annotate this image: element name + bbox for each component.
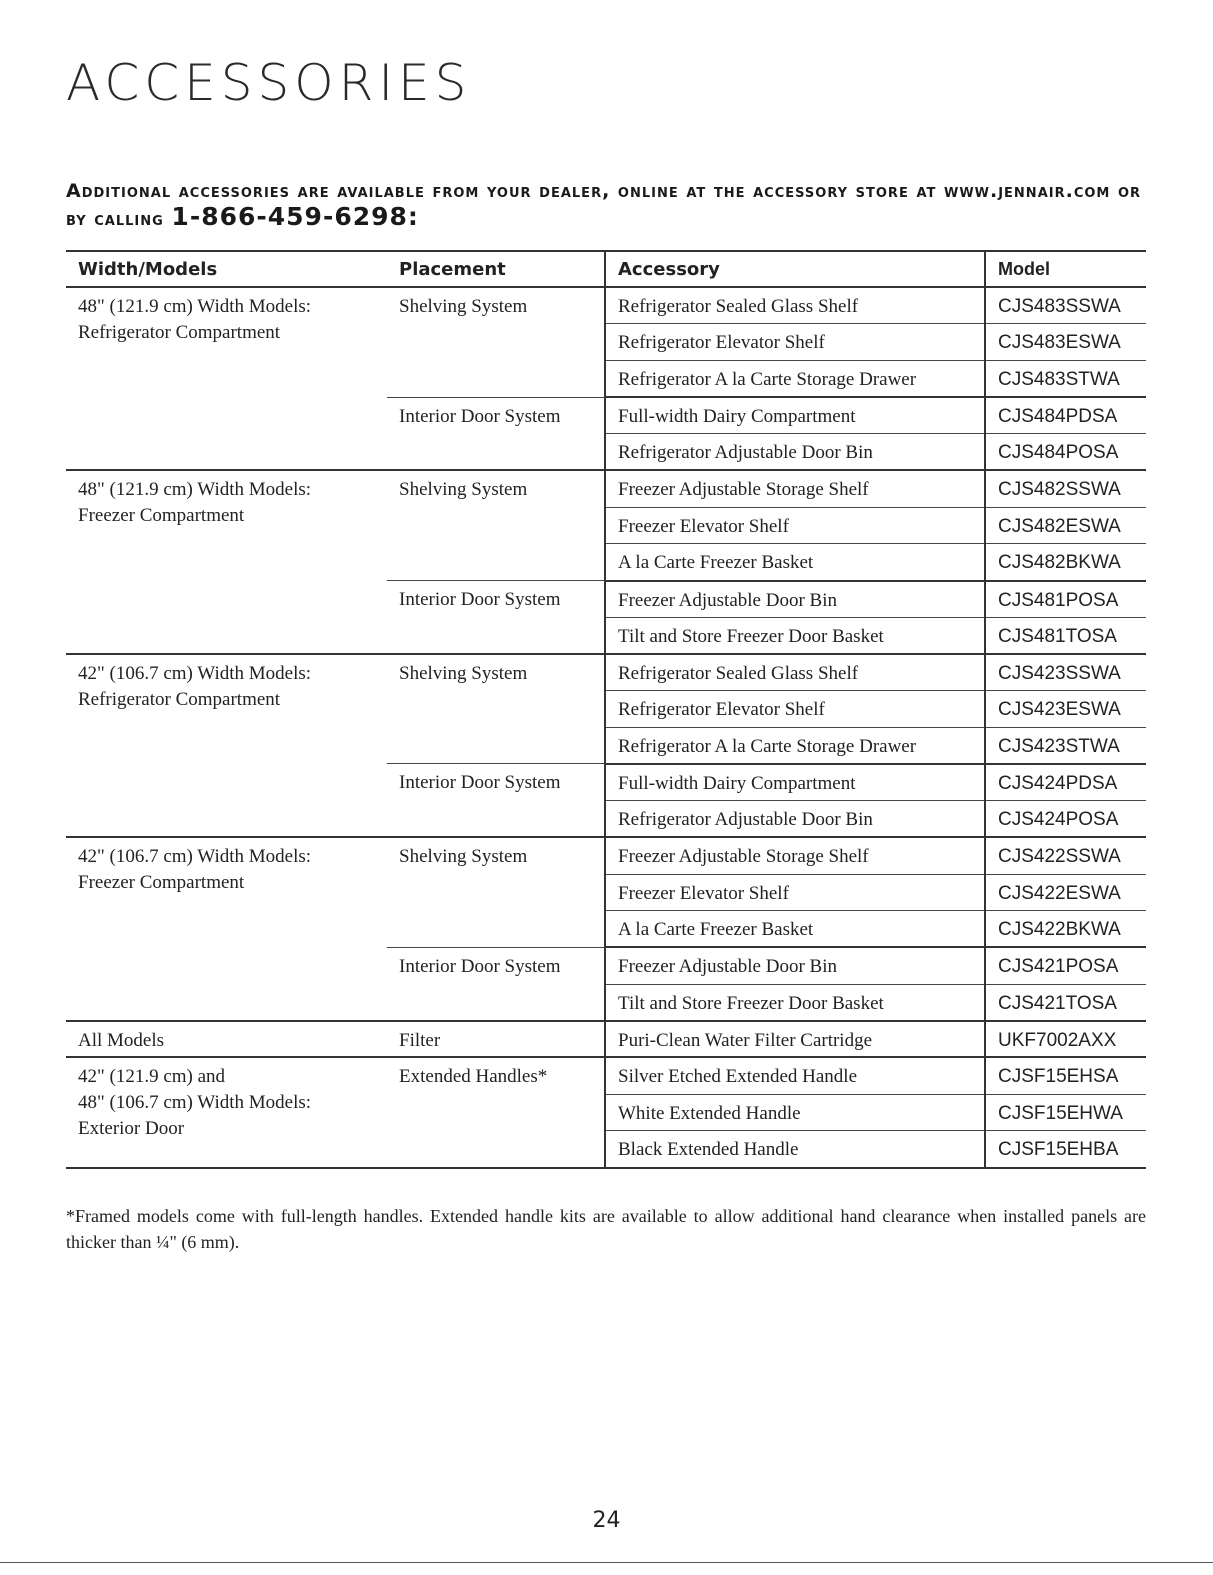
placement-cell: Shelving System — [387, 837, 605, 947]
model-cell: CJSF15EHBA — [985, 1131, 1146, 1168]
width-models-cell — [66, 654, 387, 837]
accessory-cell: Freezer Adjustable Storage Shelf — [605, 470, 985, 507]
accessory-cell: Refrigerator A la Carte Storage Drawer — [605, 360, 985, 397]
model-cell: CJS482BKWA — [985, 544, 1146, 581]
footnote: *Framed models come with full-length handles. Extended handle kits are available to allow additional hand clearance when installed panels are thicker than ¼" (6 mm). — [66, 1206, 1146, 1252]
model-cell: CJS424PDSA — [985, 764, 1146, 801]
model-cell: CJS481POSA — [985, 581, 1146, 618]
width-models-line: 42" (106.7 cm) Width Models: — [78, 662, 312, 684]
table-row — [66, 287, 1146, 324]
model-cell: CJS423STWA — [985, 727, 1146, 764]
width-models-line: 48" (106.7 cm) Width Models: — [78, 1092, 312, 1114]
table-body — [66, 287, 1146, 1168]
model-cell: CJS483ESWA — [985, 324, 1146, 361]
table-row — [66, 837, 1146, 874]
width-models-cell — [66, 287, 387, 470]
model-cell: CJS422BKWA — [985, 911, 1146, 948]
accessory-cell: Full-width Dairy Compartment — [605, 397, 985, 434]
model-cell: CJS483STWA — [985, 360, 1146, 397]
placement-cell: Shelving System — [387, 287, 605, 397]
placement-cell: Interior Door System — [387, 764, 605, 837]
model-cell: CJSF15EHWA — [985, 1094, 1146, 1131]
accessory-cell: A la Carte Freezer Basket — [605, 544, 985, 581]
placement-cell: Shelving System — [387, 470, 605, 580]
width-models-cell — [66, 470, 387, 653]
width-models-line: Refrigerator Compartment — [78, 322, 281, 343]
width-models-line: Freezer Compartment — [78, 505, 245, 527]
page-number: 24 — [592, 1508, 621, 1533]
table-row — [66, 1057, 1146, 1094]
model-cell: CJS421TOSA — [985, 984, 1146, 1021]
width-models-line: 42" (106.7 cm) Width Models: — [78, 846, 312, 868]
accessory-cell: Freezer Elevator Shelf — [605, 507, 985, 544]
table-row — [66, 1021, 1146, 1058]
placement-cell: Extended Handles* — [387, 1057, 605, 1167]
width-models-cell — [66, 1057, 387, 1167]
accessory-cell: Refrigerator Adjustable Door Bin — [605, 434, 985, 471]
model-cell: UKF7002AXX — [985, 1021, 1146, 1058]
width-models-line: 48" (121.9 cm) Width Models: — [78, 479, 312, 501]
accessory-cell: Refrigerator Elevator Shelf — [605, 324, 985, 361]
accessory-cell: Tilt and Store Freezer Door Basket — [605, 984, 985, 1021]
model-cell: CJS481TOSA — [985, 617, 1146, 654]
model-cell: CJS423SSWA — [985, 654, 1146, 691]
model-cell: CJS482SSWA — [985, 470, 1146, 507]
accessory-cell: Silver Etched Extended Handle — [605, 1057, 985, 1094]
placement-cell: Shelving System — [387, 654, 605, 764]
width-models-line: All Models — [78, 1029, 165, 1051]
intro-text: Additional accessories are available from your dealer, online at the accessory store at www.jennair.com or by calling — [66, 180, 1142, 230]
accessory-cell: Freezer Adjustable Door Bin — [605, 947, 985, 984]
accessory-cell: Freezer Adjustable Storage Shelf — [605, 837, 985, 874]
page-title: ACCESSORIES — [66, 54, 472, 112]
placement-cell: Interior Door System — [387, 947, 605, 1020]
model-cell: CJS482ESWA — [985, 507, 1146, 544]
placement-cell: Interior Door System — [387, 397, 605, 470]
table-header-row — [66, 251, 1146, 287]
model-cell: CJS484POSA — [985, 434, 1146, 471]
model-cell: CJS484PDSA — [985, 397, 1146, 434]
table-row — [66, 654, 1146, 691]
accessory-cell: Full-width Dairy Compartment — [605, 764, 985, 801]
accessory-cell: Puri-Clean Water Filter Cartridge — [605, 1021, 985, 1058]
header-accessory: Accessory — [605, 251, 985, 287]
intro-paragraph — [66, 178, 1146, 232]
header-placement: Placement — [387, 251, 605, 287]
model-cell: CJS423ESWA — [985, 691, 1146, 728]
header-model: Model — [985, 251, 1146, 287]
accessory-cell: Refrigerator Sealed Glass Shelf — [605, 287, 985, 324]
accessory-cell: Refrigerator A la Carte Storage Drawer — [605, 727, 985, 764]
width-models-line: 48" (121.9 cm) Width Models: — [78, 296, 312, 317]
model-cell: CJSF15EHSA — [985, 1057, 1146, 1094]
width-models-line: Refrigerator Compartment — [78, 688, 281, 710]
model-cell: CJS422ESWA — [985, 874, 1146, 911]
accessory-cell: Freezer Elevator Shelf — [605, 874, 985, 911]
placement-cell: Filter — [387, 1021, 605, 1058]
table-row — [66, 470, 1146, 507]
accessories-table — [66, 250, 1146, 1169]
width-models-line: 42" (121.9 cm) and — [78, 1066, 226, 1088]
accessory-cell: Refrigerator Adjustable Door Bin — [605, 801, 985, 838]
width-models-line: Exterior Door — [78, 1118, 185, 1140]
width-models-cell — [66, 1021, 387, 1058]
accessory-cell: Freezer Adjustable Door Bin — [605, 581, 985, 618]
intro-phone: 1-866-459-6298: — [171, 202, 419, 231]
model-cell: CJS421POSA — [985, 947, 1146, 984]
accessory-cell: Tilt and Store Freezer Door Basket — [605, 617, 985, 654]
model-cell: CJS483SSWA — [985, 287, 1146, 324]
accessory-cell: A la Carte Freezer Basket — [605, 911, 985, 948]
width-models-line: Freezer Compartment — [78, 872, 245, 894]
accessory-cell: Refrigerator Elevator Shelf — [605, 691, 985, 728]
width-models-cell — [66, 837, 387, 1020]
bottom-rule — [0, 1562, 1213, 1563]
header-width-models: Width/Models — [66, 251, 387, 287]
accessory-cell: Refrigerator Sealed Glass Shelf — [605, 654, 985, 691]
model-cell: CJS424POSA — [985, 801, 1146, 838]
accessory-cell: White Extended Handle — [605, 1094, 985, 1131]
placement-cell: Interior Door System — [387, 581, 605, 654]
model-cell: CJS422SSWA — [985, 837, 1146, 874]
accessory-cell: Black Extended Handle — [605, 1131, 985, 1168]
